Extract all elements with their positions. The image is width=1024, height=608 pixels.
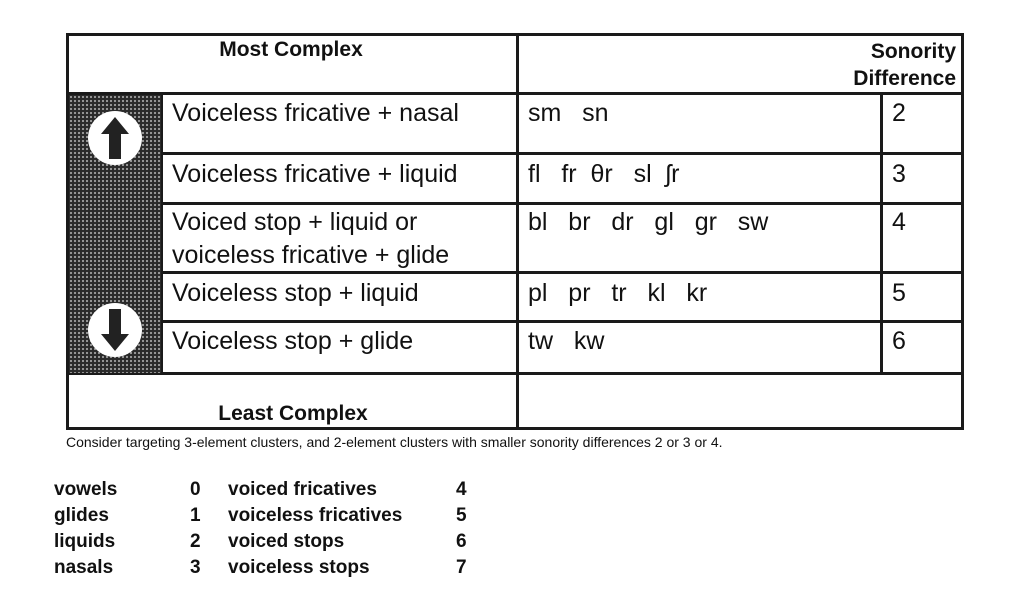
down-arrow-icon	[86, 301, 144, 359]
legend-value: 5	[456, 505, 467, 526]
table-rule	[880, 92, 883, 375]
cluster-examples-cell: bl br dr gl gr sw	[528, 208, 769, 236]
sonority-difference-cell: 3	[892, 160, 906, 188]
sonority-difference-heading	[740, 38, 956, 92]
sonority-difference-cell: 2	[892, 99, 906, 127]
legend-class: vowels	[54, 479, 118, 500]
table-rule	[516, 33, 519, 430]
cluster-examples-cell: fl fr θr sl ʃr	[528, 160, 680, 188]
legend-value: 3	[190, 557, 201, 578]
legend-value: 4	[456, 479, 467, 500]
table-rule	[161, 202, 964, 205]
cluster-examples-cell: tw kw	[528, 327, 605, 355]
sonority-difference-cell: 4	[892, 208, 906, 236]
cluster-examples-cell: pl pr tr kl kr	[528, 279, 708, 307]
legend-value: 7	[456, 557, 467, 578]
least-complex-heading: Least Complex	[218, 402, 368, 425]
most-complex-heading: Most Complex	[219, 38, 363, 61]
cluster-type-cell: Voiceless stop + glide	[172, 327, 414, 355]
targeting-note: Consider targeting 3-element clusters, and 2-element clusters with smaller sonority differences 2 or 3 or 4.	[66, 434, 723, 450]
difference-heading-line: Difference	[853, 67, 956, 90]
complexity-band	[69, 95, 161, 373]
legend-class: voiced stops	[228, 531, 345, 552]
sonority-heading-line: Sonority	[870, 40, 956, 63]
cluster-type-cell-line2: voiceless fricative + glide	[172, 241, 450, 269]
legend-class: voiced fricatives	[228, 479, 377, 500]
legend-class: voiceless stops	[228, 557, 370, 578]
legend-value: 2	[190, 531, 201, 552]
cluster-type-cell: Voiceless fricative + nasal	[172, 99, 459, 127]
cluster-examples-cell: sm sn	[528, 99, 609, 127]
cluster-type-cell: Voiced stop + liquid or	[172, 208, 418, 236]
legend-class: voiceless fricatives	[228, 505, 403, 526]
legend-value: 1	[190, 505, 201, 526]
legend-value: 0	[190, 479, 201, 500]
legend-class: glides	[54, 505, 109, 526]
cluster-type-cell: Voiceless stop + liquid	[172, 279, 419, 307]
sonority-difference-cell: 6	[892, 327, 906, 355]
legend-class: liquids	[54, 531, 116, 552]
cluster-type-cell: Voiceless fricative + liquid	[172, 160, 458, 188]
legend-class: nasals	[54, 557, 114, 578]
sonority-difference-cell: 5	[892, 279, 906, 307]
table-rule	[161, 152, 964, 155]
table-rule	[161, 320, 964, 323]
up-arrow-icon	[86, 109, 144, 167]
legend-value: 6	[456, 531, 467, 552]
